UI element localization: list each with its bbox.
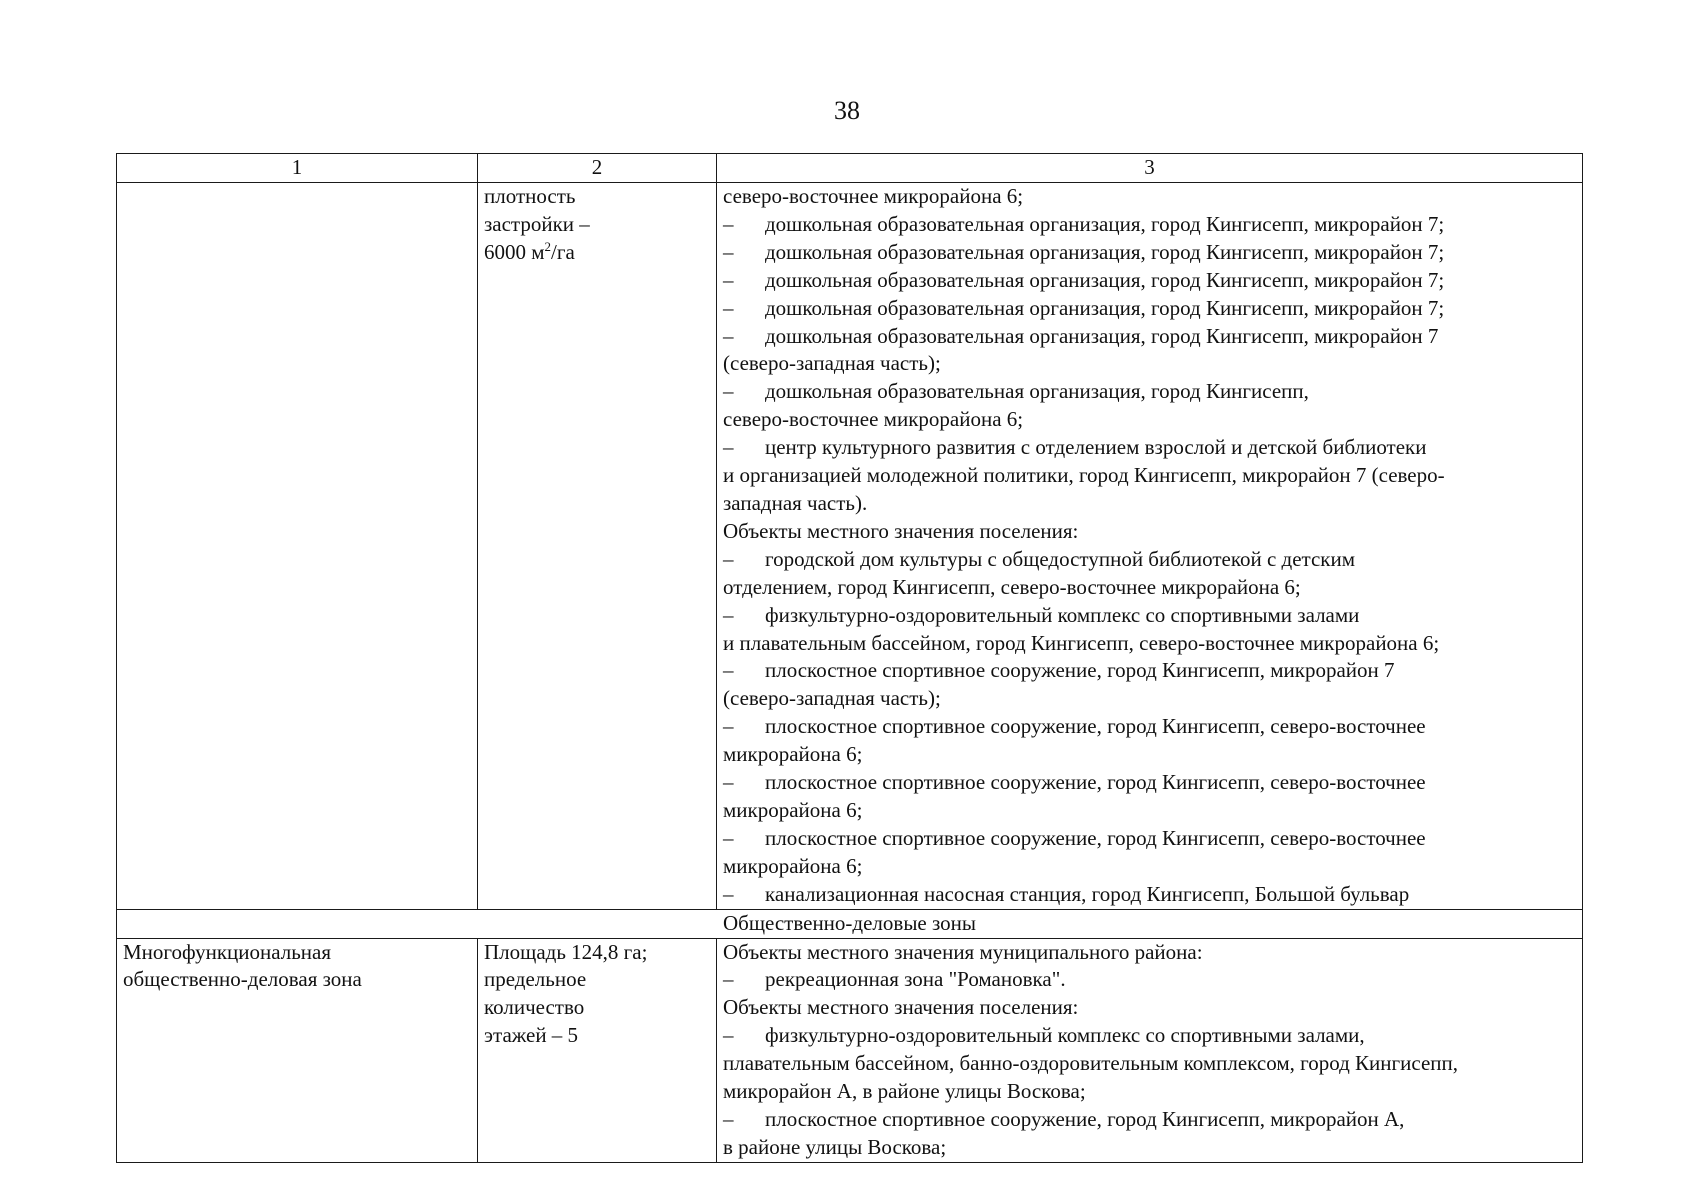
text-line	[723, 350, 1576, 378]
line-text: физкультурно-оздоровительный комплекс со спортивными залами	[765, 602, 1360, 627]
list-dash-marker: –	[723, 435, 734, 460]
density-unit-superscript: 2	[544, 238, 552, 254]
text-line	[723, 1022, 1576, 1050]
text-line: предельное	[484, 967, 587, 992]
line-text: дошкольная образовательная организация, город Кингисепп, микрорайон 7	[765, 323, 1439, 348]
list-dash-marker: –	[723, 881, 734, 906]
line-text: дошкольная образовательная организация, город Кингисепп, микрорайон 7;	[765, 239, 1445, 264]
text-line: общественно-деловая зона	[123, 967, 362, 992]
text-line	[723, 939, 1576, 967]
list-dash-marker: –	[723, 295, 734, 320]
text-line	[723, 630, 1576, 658]
page-number: 38	[834, 96, 860, 125]
row2-col2-cell	[478, 938, 717, 1162]
list-dash-marker: –	[723, 239, 734, 264]
row1-col1-cell	[117, 183, 478, 910]
line-text: западная часть).	[723, 490, 868, 515]
line-text: отделением, город Кингисепп, северо-восточнее микрорайона 6;	[723, 574, 1301, 599]
column-header-3: 3	[717, 154, 1583, 183]
row1-col2-line: застройки –	[484, 211, 590, 236]
line-text: плоскостное спортивное сооружение, город Кингисепп, северо-восточнее	[765, 770, 1426, 795]
list-dash-marker: –	[723, 770, 734, 795]
line-text: плоскостное спортивное сооружение, город Кингисепп, северо-восточнее	[765, 825, 1426, 850]
text-line	[723, 713, 1576, 741]
text-line	[723, 1106, 1576, 1134]
list-dash-marker: –	[723, 825, 734, 850]
text-line	[723, 295, 1576, 323]
list-dash-marker: –	[723, 267, 734, 292]
line-text: северо-восточнее микрорайона 6;	[723, 407, 1024, 432]
column-header-2: 2	[478, 154, 717, 183]
text-line	[723, 769, 1576, 797]
text-line	[723, 966, 1576, 994]
column-header-1: 1	[117, 154, 478, 183]
line-text: центр культурного развития с отделением взрослой и детской библиотеки	[765, 435, 1427, 460]
table-row	[117, 183, 1583, 910]
text-line	[723, 1078, 1576, 1106]
list-dash-marker: –	[723, 967, 734, 992]
line-text: физкультурно-оздоровительный комплекс со спортивными залами,	[765, 1023, 1365, 1048]
row1-col2-cell	[478, 183, 717, 910]
line-text: дошкольная образовательная организация, город Кингисепп, микрорайон 7;	[765, 295, 1445, 320]
line-text: и плавательным бассейном, город Кингисепп, северо-восточнее микрорайона 6;	[723, 630, 1440, 655]
list-dash-marker: –	[723, 379, 734, 404]
line-text: микрорайон А, в районе улицы Воскова;	[723, 1079, 1086, 1104]
line-text: дошкольная образовательная организация, город Кингисепп, микрорайон 7;	[765, 267, 1445, 292]
text-line	[723, 685, 1576, 713]
text-line	[723, 406, 1576, 434]
text-line	[723, 239, 1576, 267]
line-text: дошкольная образовательная организация, город Кингисепп, микрорайон 7;	[765, 211, 1445, 236]
text-line	[723, 323, 1576, 351]
line-text: и организацией молодежной политики, город Кингисепп, микрорайон 7 (северо-	[723, 463, 1445, 488]
text-line	[723, 434, 1576, 462]
text-line	[723, 267, 1576, 295]
text-line: Многофункциональная	[123, 939, 332, 964]
text-line	[723, 1050, 1576, 1078]
density-value-prefix: 6000 м	[484, 239, 545, 264]
list-dash-marker: –	[723, 1023, 734, 1048]
text-line	[723, 1134, 1576, 1162]
text-line: количество	[484, 995, 585, 1020]
line-text: плоскостное спортивное сооружение, город Кингисепп, микрорайон 7	[765, 658, 1395, 683]
text-line	[723, 490, 1576, 518]
density-value-suffix: /га	[551, 239, 575, 264]
text-line	[723, 825, 1576, 853]
line-text: рекреационная зона "Романовка".	[765, 967, 1066, 992]
row2-col1-cell	[117, 938, 478, 1162]
text-line	[723, 797, 1576, 825]
line-text: Объекты местного значения муниципального района:	[723, 939, 1203, 964]
line-text: канализационная насосная станция, город Кингисепп, Большой бульвар	[765, 881, 1410, 906]
line-text: северо-восточнее микрорайона 6;	[723, 184, 1024, 208]
row1-col2-line: плотность	[484, 184, 576, 208]
section-row	[117, 909, 1583, 938]
line-text: (северо-западная часть);	[723, 686, 941, 711]
text-line: этажей – 5	[484, 1023, 579, 1048]
line-text: микрорайона 6;	[723, 853, 863, 878]
list-dash-marker: –	[723, 323, 734, 348]
line-text: плоскостное спортивное сооружение, город Кингисепп, микрорайон А,	[765, 1107, 1405, 1131]
table-header-row	[117, 154, 1583, 183]
row1-col3-cell	[717, 183, 1583, 910]
list-dash-marker: –	[723, 714, 734, 739]
text-line: Площадь 124,8 га;	[484, 939, 648, 964]
line-text: (северо-западная часть);	[723, 351, 941, 376]
text-line	[723, 378, 1576, 406]
text-line	[723, 602, 1576, 630]
text-line	[723, 657, 1576, 685]
text-line	[723, 546, 1576, 574]
row2-col3-cell	[717, 938, 1583, 1162]
text-line	[723, 211, 1576, 239]
text-line	[723, 183, 1576, 211]
line-text: городской дом культуры с общедоступной библиотекой с детским	[765, 546, 1356, 571]
list-dash-marker: –	[723, 211, 734, 236]
line-text: плавательным бассейном, банно-оздоровительным комплексом, город Кингисепп,	[723, 1051, 1458, 1076]
text-line	[723, 462, 1576, 490]
line-text: микрорайона 6;	[723, 797, 863, 822]
line-text: дошкольная образовательная организация, город Кингисепп,	[765, 379, 1309, 404]
document-table	[116, 153, 1583, 1163]
text-line	[723, 574, 1576, 602]
text-line	[723, 881, 1576, 909]
line-text: Объекты местного значения поселения:	[723, 518, 1079, 543]
list-dash-marker: –	[723, 658, 734, 683]
line-text: плоскостное спортивное сооружение, город Кингисепп, северо-восточнее	[765, 714, 1426, 739]
text-line	[723, 994, 1576, 1022]
section-title: Общественно-деловые зоны	[117, 909, 1583, 938]
line-text: Объекты местного значения поселения:	[723, 995, 1079, 1020]
text-line	[723, 741, 1576, 769]
row1-col2-density-value	[484, 239, 710, 267]
text-line	[723, 518, 1576, 546]
line-text: микрорайона 6;	[723, 742, 863, 767]
table-row	[117, 938, 1583, 1162]
list-dash-marker: –	[723, 1107, 734, 1131]
list-dash-marker: –	[723, 602, 734, 627]
text-line	[723, 853, 1576, 881]
list-dash-marker: –	[723, 546, 734, 571]
line-text: в районе улицы Воскова;	[723, 1134, 947, 1159]
